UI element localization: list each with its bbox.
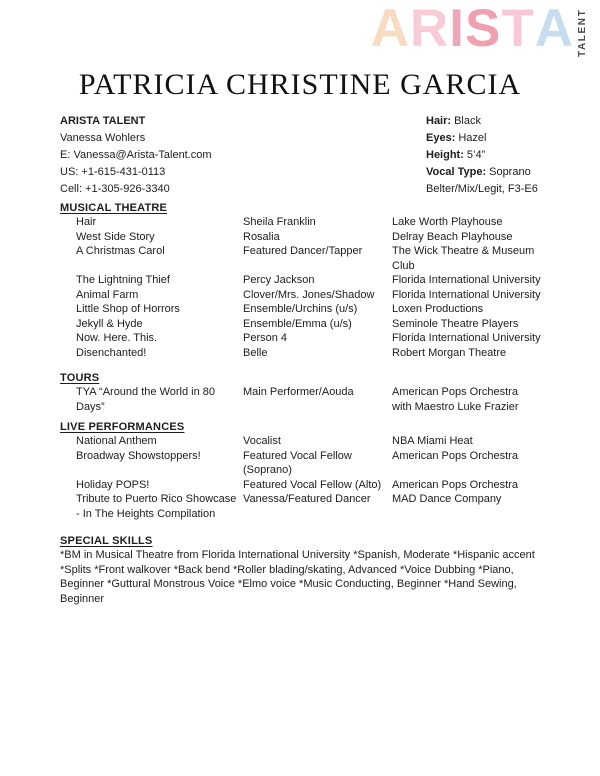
stat-vocal-range: Belter/Mix/Legit, F3-E6 [426, 183, 538, 195]
section-heading: LIVE PERFORMANCES [60, 421, 185, 433]
role: Vocalist [243, 435, 281, 447]
stat-value: 5’4” [466, 149, 486, 161]
physical-stats-block [426, 113, 550, 198]
stat-label: Height: [426, 149, 464, 161]
stat-value: Black [454, 115, 481, 127]
credit-row [60, 492, 550, 507]
venue: American Pops Orchestra [392, 449, 518, 462]
credit-row [60, 288, 550, 303]
role: Person 4 [243, 332, 288, 344]
role: Featured Vocal Fellow (Alto) [243, 478, 382, 491]
credits-table [60, 385, 550, 414]
role: Clover/Mrs. Jones/Shadow [243, 288, 375, 301]
logo-letter: R [409, 0, 450, 58]
credit-row [60, 331, 550, 346]
credits-table [60, 434, 550, 521]
credit-row [60, 273, 550, 288]
role: Main Performer/Aouda [243, 386, 354, 398]
show-title: Tribute to Puerto Rico Showcase [76, 493, 237, 505]
section-special-skills [60, 534, 550, 606]
stat-hair [426, 113, 550, 130]
agency-name: ARISTA TALENT [60, 115, 146, 127]
venue: Florida International University [392, 288, 541, 301]
stat-height [426, 147, 550, 164]
credits-table [60, 215, 550, 360]
show-title: Hair [76, 216, 97, 228]
agent-phone-cell: Cell: +1-305-926-3340 [60, 183, 170, 195]
credit-row [60, 215, 550, 230]
venue: Seminole Theatre Players [392, 317, 519, 330]
role: Percy Jackson [243, 274, 315, 286]
venue-line2: with Maestro Luke Frazier [392, 400, 519, 413]
venue [392, 385, 550, 414]
show-title: A Christmas Carol [76, 245, 165, 257]
logo-letter: I [449, 0, 465, 58]
venue: The Wick Theatre & Museum Club [392, 245, 535, 272]
section-musical-theatre [60, 201, 550, 360]
role: Vanessa/Featured Dancer [243, 493, 371, 505]
credit-row [60, 507, 550, 522]
section-live-performances [60, 420, 550, 521]
show-title: Animal Farm [76, 288, 139, 301]
arista-talent-logo [371, 2, 588, 57]
credit-row [60, 317, 550, 332]
show-title: National Anthem [76, 435, 157, 447]
logo-letter: A [534, 0, 574, 58]
venue: NBA Miami Heat [392, 435, 473, 447]
credit-row [60, 385, 550, 414]
show-title: Holiday POPS! [76, 478, 150, 491]
logo-tagline: TALENT [577, 8, 588, 57]
venue: Lake Worth Playhouse [392, 216, 503, 228]
section-tours [60, 371, 550, 414]
credit-row [60, 478, 550, 493]
role: Ensemble/Urchins (u/s) [243, 303, 358, 315]
stat-label: Hair: [426, 115, 452, 127]
stat-label: Eyes: [426, 132, 456, 144]
show-title: TYA “Around the World in 80 Days” [76, 386, 215, 413]
logo-letter: S [464, 0, 502, 58]
role: Belle [243, 346, 268, 359]
show-title: Jekyll & Hyde [76, 317, 143, 330]
credit-row [60, 449, 550, 478]
role: Featured Dancer/Tapper [243, 245, 363, 257]
logo-letter: A [370, 0, 410, 58]
logo-letter: T [501, 0, 535, 58]
show-title: Little Shop of Horrors [76, 303, 180, 315]
agent-name: Vanessa Wohlers [60, 132, 146, 144]
stat-value: Hazel [458, 132, 487, 144]
stat-eyes [426, 130, 550, 147]
section-heading: TOURS [60, 372, 100, 384]
stat-label: Vocal Type: [426, 166, 487, 178]
show-title: Disenchanted! [76, 346, 147, 359]
show-title-continuation: - In The Heights Compilation [76, 507, 216, 520]
venue: Florida International University [392, 332, 541, 344]
venue: Robert Morgan Theatre [392, 346, 507, 359]
role: Rosalia [243, 230, 280, 243]
credit-row [60, 346, 550, 361]
venue: Florida International University [392, 274, 541, 286]
stat-value: Soprano [489, 166, 531, 178]
show-title: Broadway Showstoppers! [76, 449, 201, 462]
role: Featured Vocal Fellow (Soprano) [243, 449, 352, 476]
show-title: West Side Story [76, 230, 155, 243]
logo-wordmark [370, 0, 574, 58]
role: Ensemble/Emma (u/s) [243, 317, 352, 330]
venue: Delray Beach Playhouse [392, 230, 513, 243]
venue: American Pops Orchestra [392, 478, 518, 491]
credit-row [60, 244, 550, 273]
stat-vocal-type [426, 164, 550, 181]
venue-line1: American Pops Orchestra [392, 386, 518, 398]
agent-email: E: Vanessa@Arista-Talent.com [60, 149, 212, 161]
agent-phone-us: US: +1-615-431-0113 [60, 166, 166, 178]
show-title: Now. Here. This. [76, 332, 158, 344]
venue-empty [392, 507, 550, 522]
section-heading: MUSICAL THEATRE [60, 202, 168, 214]
page-title: PATRICIA CHRISTINE GARCIA [78, 68, 522, 101]
venue: MAD Dance Company [392, 493, 502, 505]
contact-section [60, 113, 550, 198]
section-heading: SPECIAL SKILLS [60, 535, 153, 547]
credit-row [60, 302, 550, 317]
credit-row [60, 230, 550, 245]
agency-contact-block [60, 113, 212, 198]
show-title: The Lightning Thief [76, 274, 170, 286]
special-skills-text: *BM in Musical Theatre from Florida International University *Spanish, Moderate *Hispanic accent *Splits *Front walkover *Back bend *Roller blading/skating, Advanced *Voice Dubbing *Piano, Beginner *Guttural Monstrous Voice *Elmo voice *Music Conducting, Beginner *Hand Sewing, Beginner [60, 549, 535, 605]
role-empty [243, 507, 392, 522]
venue: Loxen Productions [392, 303, 484, 315]
credit-row [60, 434, 550, 449]
role: Sheila Franklin [243, 216, 316, 228]
